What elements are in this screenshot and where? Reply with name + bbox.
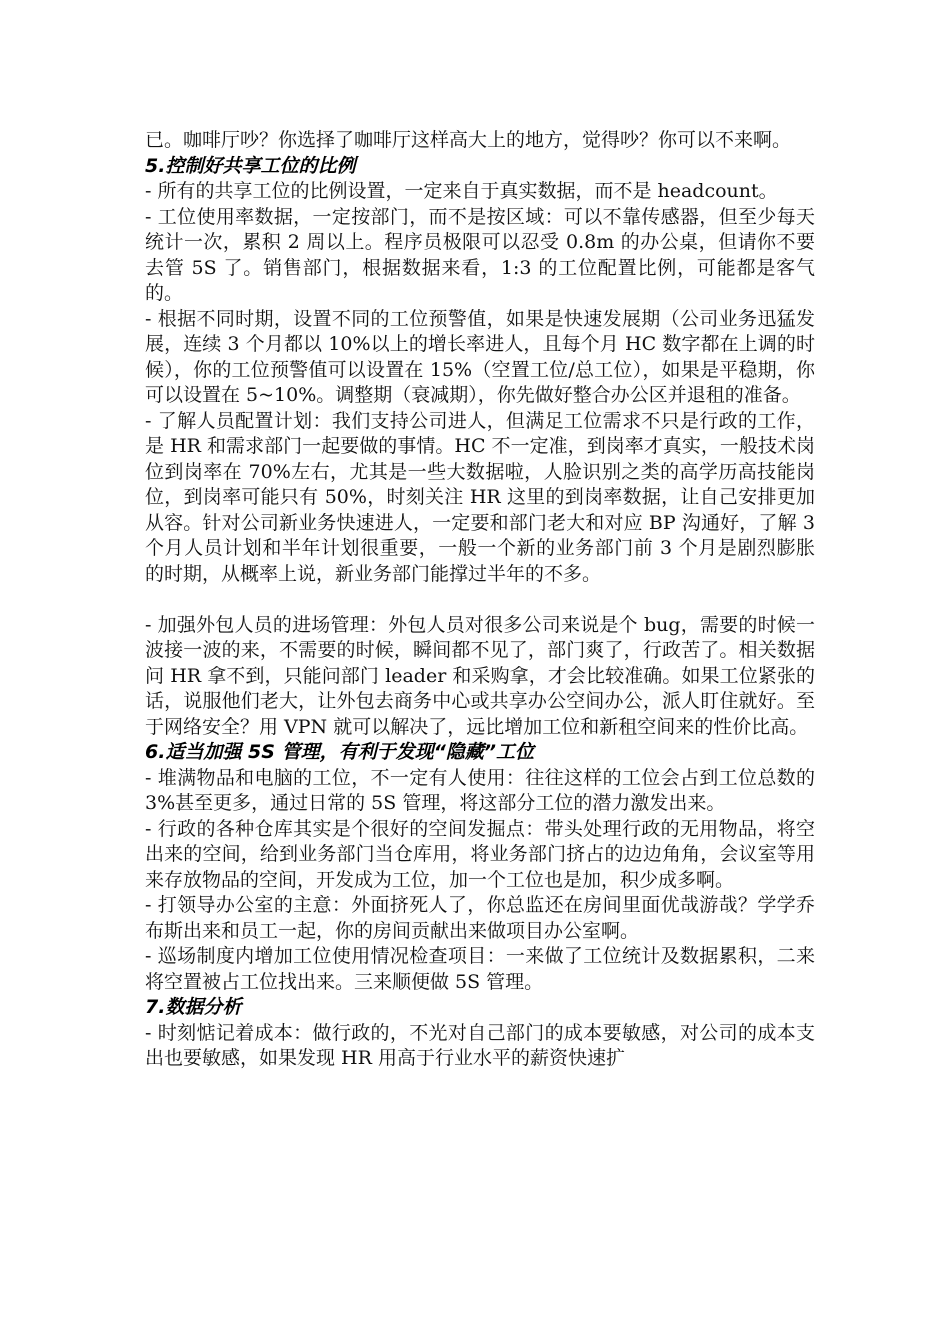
paragraph: - 所有的共享工位的比例设置，一定来自于真实数据，而不是 headcount。: [145, 180, 778, 202]
paragraph: - 时刻惦记着成本：做行政的，不光对自己部门的成本要敏感，对公司的成本支出也要敏感，如果发现 HR 用高于行业水平的薪资快速扩: [145, 1021, 815, 1069]
section-heading: 5.控制好共享工位的比例: [145, 154, 356, 177]
paragraph: - 加强外包人员的进场管理：外包人员对很多公司来说是个 bug，需要的时候一波接一波的来，不需要的时候，瞬间都不见了，部门爽了，行政苦了。相关数据问 HR 拿不到，只能问部门 leader 和采购拿，才会比较准确。如果工位紧张的话，说服他们老大，让外包去商务中心或共享办公空间办公，派人盯住就好。至于网络安全？用 VPN 就可以解决了，远比增加工位和新租空间来的性价比高。: [145, 613, 815, 738]
paragraph: - 打领导办公室的主意：外面挤死人了，你总监还在房间里面优哉游哉？学学乔布斯出来和员工一起，你的房间贡献出来做项目办公室啊。: [145, 894, 815, 942]
section-heading: 7.数据分析: [145, 996, 242, 1018]
paragraph: - 根据不同时期，设置不同的工位预警值，如果是快速发展期（公司业务迅猛发展，连续 3 个月都以 10%以上的增长率进人，且每个月 HC 数字都在上调的时候），你的工位预警值可以设置在 15%（空置工位/总工位），如果是平稳期，你可以设置在 5~10%。调整期（衰减期），你先做好整合办公区并退租的准备。: [145, 307, 815, 406]
paragraph: 已。咖啡厅吵？你选择了咖啡厅这样高大上的地方，觉得吵？你可以不来啊。: [145, 129, 792, 151]
paragraph: - 行政的各种仓库其实是个很好的空间发掘点：带头处理行政的无用物品，将空出来的空间，给到业务部门当仓库用，将业务部门挤占的边边角角，会议室等用来存放物品的空间，开发成为工位，加一个工位也是加，积少成多啊。: [145, 817, 815, 891]
paragraph: - 工位使用率数据，一定按部门，而不是按区域：可以不靠传感器，但至少每天统计一次，累积 2 周以上。程序员极限可以忍受 0.8m 的办公桌，但请你不要去管 5S 了。销售部门，根据数据来看，1:3 的工位配置比例，可能都是客气的。: [145, 205, 815, 304]
document-page: [145, 128, 815, 1072]
paragraph: - 巡场制度内增加工位使用情况检查项目：一来做了工位统计及数据累积，二来将空置被占工位找出来。三来顺便做 5S 管理。: [145, 945, 815, 993]
paragraph: - 堆满物品和电脑的工位，不一定有人使用：往往这样的工位会占到工位总数的 3%甚至更多，通过日常的 5S 管理，将这部分工位的潜力激发出来。: [145, 766, 815, 814]
section-heading: 6.适当加强 5S 管理，有利于发现“隐藏”工位: [145, 741, 535, 763]
paragraph: - 了解人员配置计划：我们支持公司进人，但满足工位需求不只是行政的工作，是 HR 和需求部门一起要做的事情。HC 不一定准，到岗率才真实，一般技术岗位到岗率在 70%左右，尤其是一些大数据啦，人脸识别之类的高学历高技能岗位，到岗率可能只有 50%，时刻关注 HR 这里的到岗率数据，让自己安排更加从容。针对公司新业务快速进人，一定要和部门老大和对应 BP 沟通好，了解 3 个月人员计划和半年计划很重要，一般一个新的业务部门前 3 个月是剧烈膨胀的时期，从概率上说，新业务部门能撑过半年的不多。: [145, 409, 815, 585]
blank-line: [145, 587, 815, 613]
